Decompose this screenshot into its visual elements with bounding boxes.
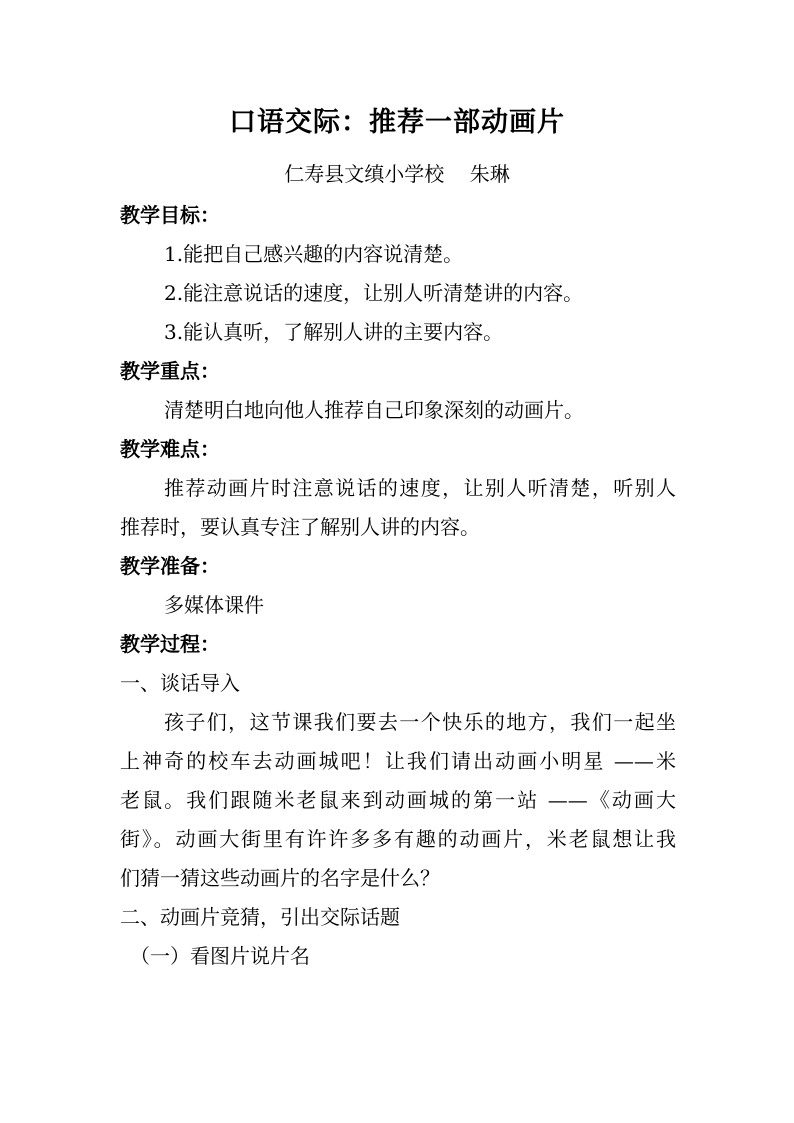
process-heading: 教学过程： — [120, 632, 220, 656]
difficulties-text-line: 推荐动画片时注意说话的速度，让别人听清楚，听别人 — [164, 476, 676, 500]
document-title: 口语交际：推荐一部动画片 — [229, 107, 565, 138]
objective-item: 2.能注意说话的速度，让别人听清楚讲的内容。 — [164, 281, 584, 305]
step1-text-line: 孩子们，这节课我们要去一个快乐的地方，我们一起坐 — [164, 710, 676, 734]
difficulties-heading: 教学难点： — [120, 437, 220, 461]
step2-heading: 二、动画片竞猜，引出交际话题 — [120, 905, 400, 929]
step1-text-line: 街》。动画大街里有许许多多有趣的动画片，米老鼠想让我 — [120, 827, 676, 851]
step1-heading: 一、谈话导入 — [120, 671, 240, 695]
difficulties-text-line: 推荐时，要认真专注了解别人讲的内容。 — [120, 515, 480, 539]
step1-text-line: 们猜一猜这些动画片的名字是什么？ — [120, 866, 440, 890]
step1-text-line: 上神奇的校车去动画城吧！让我们请出动画小明星 ——米 — [120, 749, 676, 773]
objective-item: 3.能认真听，了解别人讲的主要内容。 — [164, 320, 504, 344]
author-line: 仁寿县文缜小学校 朱琳 — [284, 162, 510, 186]
preparation-heading: 教学准备： — [120, 554, 220, 578]
document-body — [120, 196, 676, 976]
objective-item: 1.能把自己感兴趣的内容说清楚。 — [164, 242, 464, 266]
preparation-text: 多媒体课件 — [164, 593, 264, 617]
key-points-text: 清楚明白地向他人推荐自己印象深刻的动画片。 — [164, 398, 584, 422]
key-points-heading: 教学重点： — [120, 359, 220, 383]
step2-subheading: （一）看图片说片名 — [130, 944, 310, 968]
objectives-heading: 教学目标： — [120, 203, 220, 227]
step1-text-line: 老鼠。我们跟随米老鼠来到动画城的第一站 ——《动画大 — [120, 788, 676, 812]
